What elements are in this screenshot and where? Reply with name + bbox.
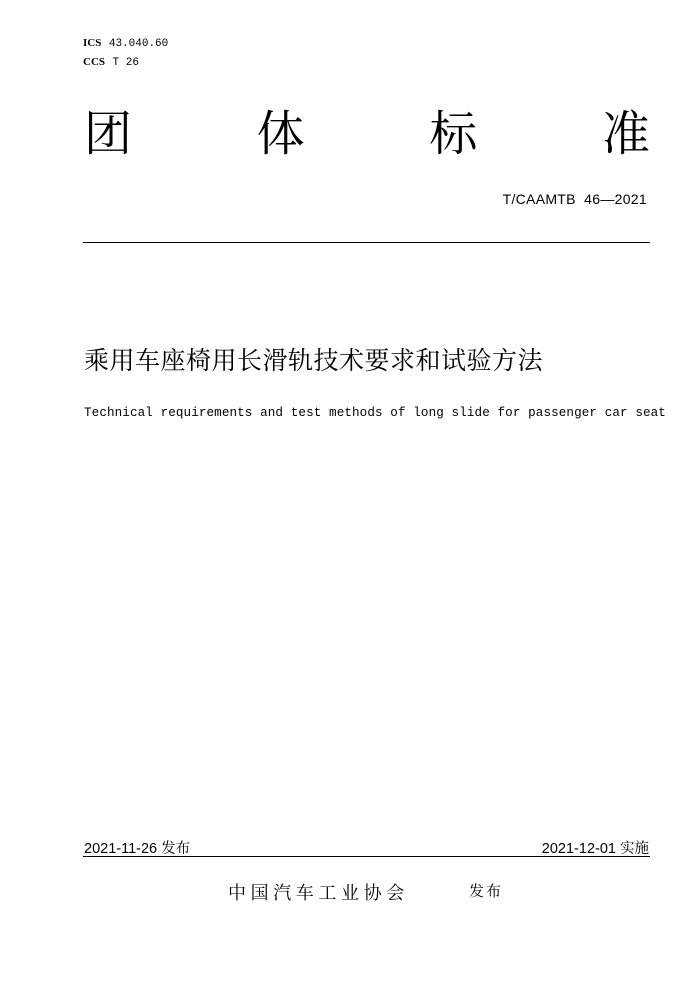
ccs-line [83,55,139,70]
bottom-divider [83,856,650,857]
heading-char-3: 标 [429,106,478,162]
ics-line [83,36,168,51]
top-divider [83,242,650,243]
ccs-code: T 26 [112,57,139,69]
heading-char-2: 体 [256,106,305,162]
heading-char-1: 团 [84,106,133,162]
ics-code: 43.040.60 [108,38,169,50]
standard-number: T/CAAMTB 46—2021 [502,191,647,207]
title-chinese: 乘用车座椅用长滑轨技术要求和试验方法 [84,346,544,375]
heading-char-4: 准 [601,106,650,162]
publisher-action: 发布 [469,882,504,900]
publish-date: 2021-11-26 发布 [84,841,191,857]
ics-label: ICS [83,37,102,49]
publisher-name: 中国汽车工业协会 [228,883,409,904]
ccs-label: CCS [83,56,106,68]
implementation-date: 2021-12-01 实施 [541,841,649,857]
document-type-heading [84,104,650,164]
title-english: Technical requirements and test methods of long slide for passenger car seat [84,406,666,420]
